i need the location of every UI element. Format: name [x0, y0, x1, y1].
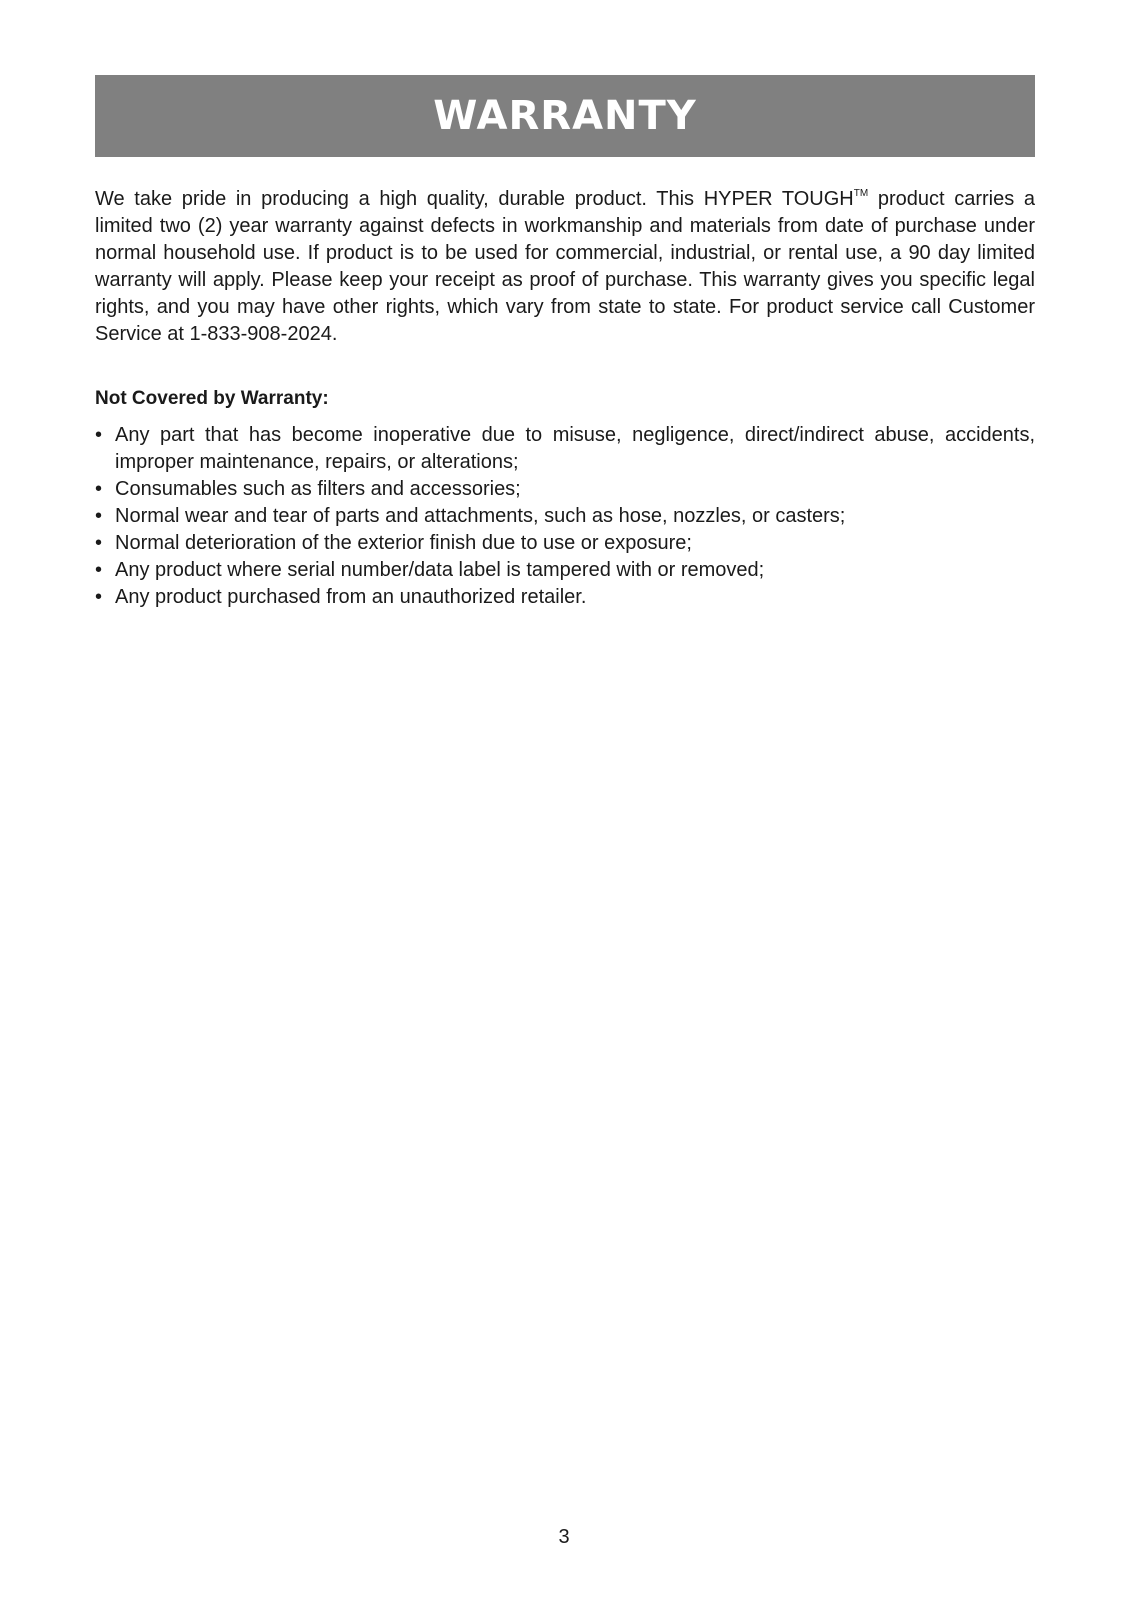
list-item-text: Normal deterioration of the exterior finish due to use or exposure; — [115, 532, 692, 554]
list-item — [95, 503, 1035, 530]
bullet-icon: • — [95, 559, 103, 581]
bullet-icon: • — [95, 478, 103, 500]
warranty-banner — [95, 75, 1035, 157]
bullet-icon: • — [95, 586, 103, 608]
list-item — [95, 557, 1035, 584]
bullet-icon: • — [95, 424, 103, 446]
not-covered-list — [95, 422, 1035, 611]
list-item-text: Normal wear and tear of parts and attachments, such as hose, nozzles, or casters; — [115, 505, 846, 527]
trademark-superscript: TM — [853, 188, 869, 199]
list-item-text: Any product purchased from an unauthorized retailer. — [115, 586, 587, 608]
list-item-text: Any part that has become inoperative due to misuse, negligence, direct/indirect abuse, accidents, improper maintenance, repairs, or alterations; — [115, 424, 1035, 473]
not-covered-heading: Not Covered by Warranty: — [95, 388, 329, 409]
list-item — [95, 584, 1035, 611]
list-item — [95, 422, 1035, 476]
page-title: WARRANTY — [433, 93, 697, 139]
list-item-text: Consumables such as filters and accessories; — [115, 478, 521, 500]
intro-text-part-1: We take pride in producing a high quality, durable product. This HYPER TOUGH — [95, 188, 854, 210]
list-item — [95, 476, 1035, 503]
bullet-icon: • — [95, 532, 103, 554]
bullet-icon: • — [95, 505, 103, 527]
intro-text-part-2: product carries a limited two (2) year warranty against defects in workmanship and materials from date of purchase under normal household use. If product is to be used for commercial, industrial, or rental use, a 90 day limited warranty will apply. Please keep your receipt as proof of purchase. This warranty gives you specific legal rights, and you may have other rights, which vary from state to state. For product service call Customer Service at 1-833-908-2024. — [95, 188, 1035, 345]
page-number: 3 — [558, 1526, 570, 1548]
list-item-text: Any product where serial number/data label is tampered with or removed; — [115, 559, 765, 581]
warranty-intro-paragraph — [95, 186, 1035, 348]
list-item — [95, 530, 1035, 557]
